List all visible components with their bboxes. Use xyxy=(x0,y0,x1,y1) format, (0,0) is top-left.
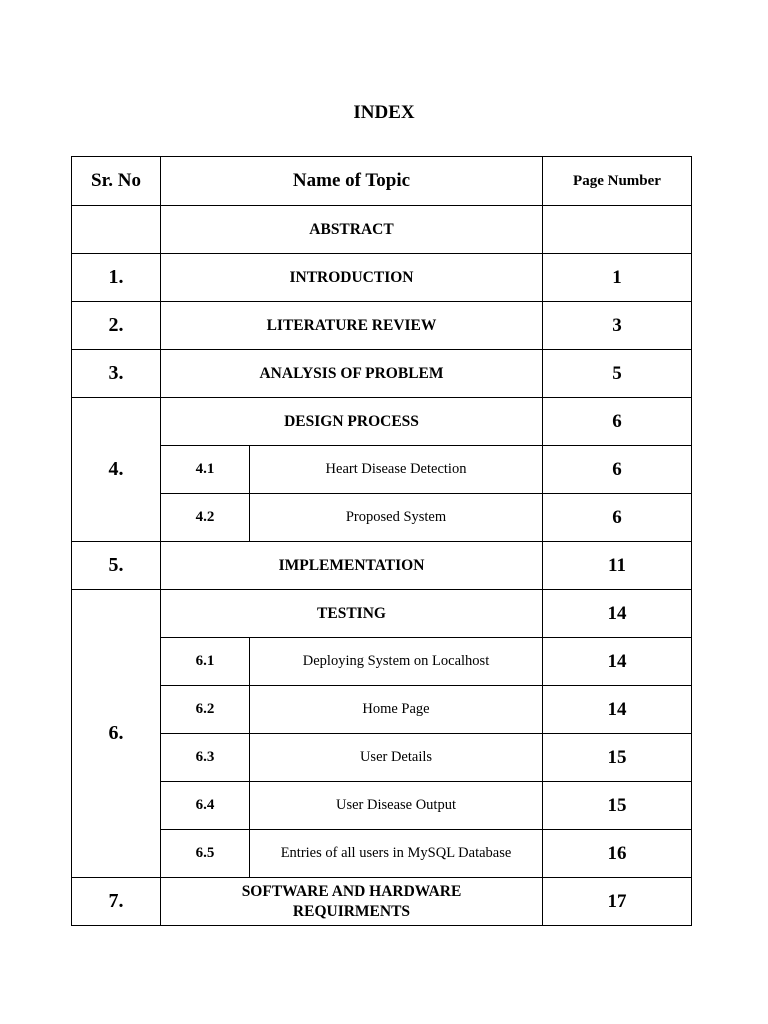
subsection-topic: Home Page xyxy=(250,686,543,734)
sr-cell: 1. xyxy=(72,254,161,302)
table-row xyxy=(72,590,692,638)
sr-cell: 2. xyxy=(72,302,161,350)
subsection-topic: Proposed System xyxy=(250,494,543,542)
subsection-topic: Deploying System on Localhost xyxy=(250,638,543,686)
topic-line: SOFTWARE AND HARDWARE xyxy=(241,882,462,900)
table-subrow xyxy=(72,830,692,878)
table-subrow xyxy=(72,782,692,830)
page-cell: 15 xyxy=(543,782,692,830)
page-cell: 1 xyxy=(543,254,692,302)
topic-cell: LITERATURE REVIEW xyxy=(161,302,543,350)
table-row xyxy=(72,206,692,254)
page-cell: 16 xyxy=(543,830,692,878)
table-subrow xyxy=(72,494,692,542)
table-subrow xyxy=(72,446,692,494)
table-row xyxy=(72,350,692,398)
subsection-number: 4.2 xyxy=(161,494,250,542)
subsection-topic: Entries of all users in MySQL Database xyxy=(250,830,543,878)
sr-cell: 4. xyxy=(72,398,161,542)
header-sr-no: Sr. No xyxy=(72,157,161,206)
topic-cell: ANALYSIS OF PROBLEM xyxy=(161,350,543,398)
sr-cell xyxy=(72,206,161,254)
page-cell: 6 xyxy=(543,494,692,542)
header-topic: Name of Topic xyxy=(161,157,543,206)
topic-cell: TESTING xyxy=(161,590,543,638)
sr-cell: 6. xyxy=(72,590,161,878)
header-page-number: Page Number xyxy=(543,157,692,206)
page-cell: 6 xyxy=(543,398,692,446)
topic-cell: IMPLEMENTATION xyxy=(161,542,543,590)
sr-cell: 5. xyxy=(72,542,161,590)
page-cell: 11 xyxy=(543,542,692,590)
table-subrow xyxy=(72,638,692,686)
page-cell: 15 xyxy=(543,734,692,782)
table-row xyxy=(72,542,692,590)
subsection-number: 6.4 xyxy=(161,782,250,830)
page-cell: 17 xyxy=(543,878,692,926)
page-cell: 6 xyxy=(543,446,692,494)
topic-cell: DESIGN PROCESS xyxy=(161,398,543,446)
subsection-number: 6.1 xyxy=(161,638,250,686)
table-row xyxy=(72,398,692,446)
subsection-number: 4.1 xyxy=(161,446,250,494)
topic-cell: ABSTRACT xyxy=(161,206,543,254)
subsection-topic: Heart Disease Detection xyxy=(250,446,543,494)
subsection-topic: User Details xyxy=(250,734,543,782)
topic-cell: INTRODUCTION xyxy=(161,254,543,302)
page-cell: 14 xyxy=(543,638,692,686)
index-table xyxy=(71,156,692,926)
subsection-number: 6.5 xyxy=(161,830,250,878)
sr-cell: 7. xyxy=(72,878,161,926)
page-cell: 14 xyxy=(543,686,692,734)
page-cell xyxy=(543,206,692,254)
topic-line: REQUIRMENTS xyxy=(292,902,411,920)
table-header-row xyxy=(72,157,692,206)
page-cell: 14 xyxy=(543,590,692,638)
subsection-number: 6.3 xyxy=(161,734,250,782)
topic-cell xyxy=(161,878,543,926)
page-title: INDEX xyxy=(353,102,415,123)
page-cell: 3 xyxy=(543,302,692,350)
table-subrow xyxy=(72,686,692,734)
page-cell: 5 xyxy=(543,350,692,398)
sr-cell: 3. xyxy=(72,350,161,398)
table-row xyxy=(72,302,692,350)
table-row xyxy=(72,878,692,926)
subsection-topic: User Disease Output xyxy=(250,782,543,830)
table-subrow xyxy=(72,734,692,782)
table-row xyxy=(72,254,692,302)
subsection-number: 6.2 xyxy=(161,686,250,734)
